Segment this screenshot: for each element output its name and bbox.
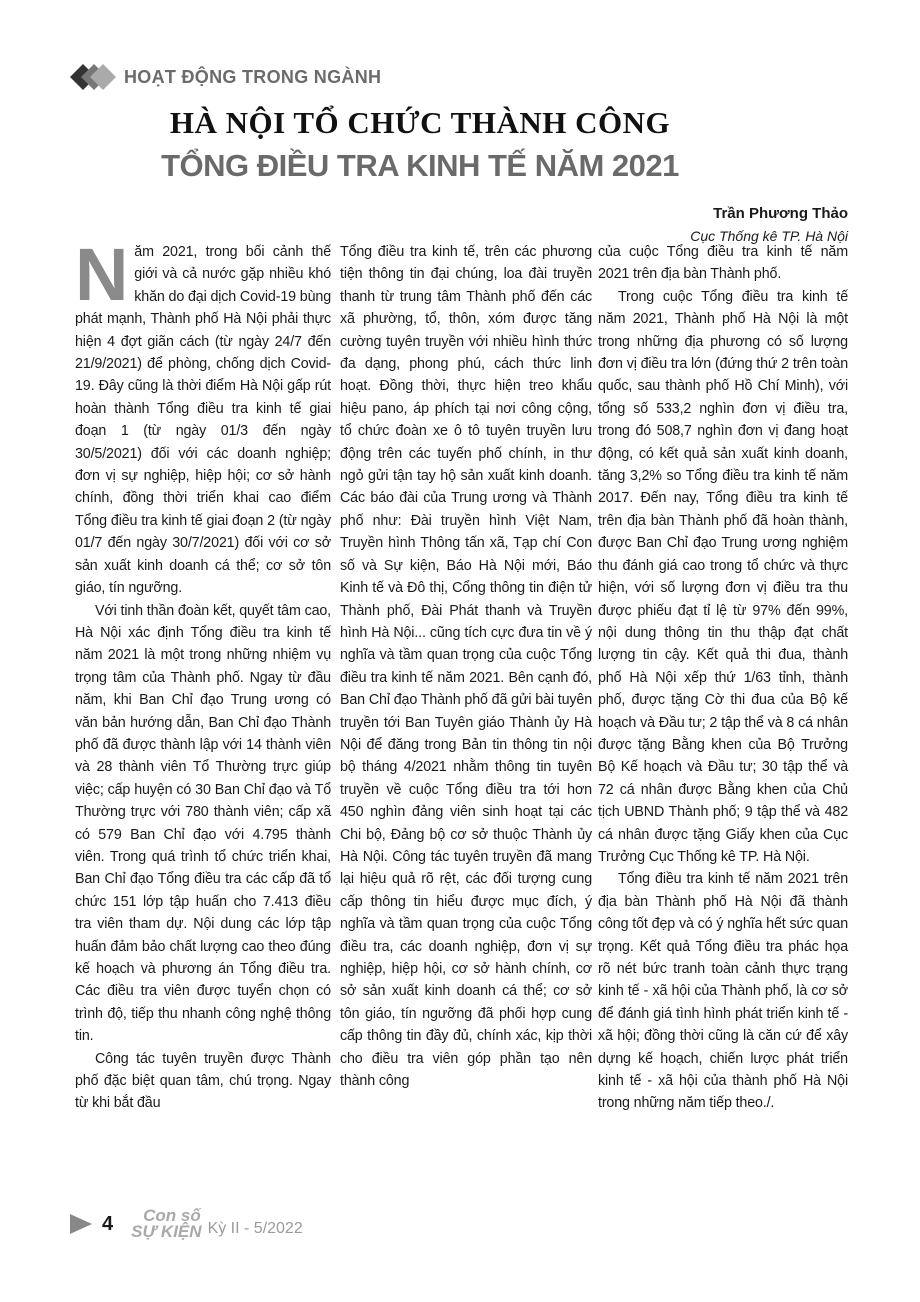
author-affiliation: Cục Thống kê TP. Hà Nội (690, 228, 848, 244)
magazine-logo: Con số SỰ KIỆN (131, 1206, 202, 1241)
article-column-3 (598, 241, 848, 1115)
article-column-1 (75, 233, 331, 1115)
paragraph: Công tác tuyên truyền được Thành phố đặc biệt quan tâm, chú trọng. Ngay từ khi bắt đầu (75, 1050, 331, 1112)
issue-label: Kỳ II - 5/2022 (207, 1220, 303, 1237)
section-header (70, 64, 381, 90)
paragraph: của cuộc Tổng điều tra kinh tế năm 2021 trên địa bàn Thành phố. (598, 244, 848, 283)
paragraph: Tổng điều tra kinh tế năm 2021 trên địa bàn Thành phố Hà Nội đã thành công tốt đẹp và có ý nghĩa hết sức quan trọng. Kết quả Tổng điều tra phác họa rõ nét bức tranh toàn cảnh thực trạng kinh tế - xã hội của Thành phố, là cơ sở để đánh giá tình hình phát triển kinh tế - xã hội; đồng thời cũng là căn cứ để xây dựng kế hoạch, chiến lược phát triển kinh tế - xã hội của thành phố Hà Nội trong những năm tiếp theo./. (598, 871, 848, 1112)
paragraph: Với tinh thần đoàn kết, quyết tâm cao, Hà Nội xác định Tổng điều tra kinh tế năm 2021 là một trong những nhiệm vụ trọng tâm của Thành phố. Ngay từ đầu năm, khi Ban Chỉ đạo Trung ương có văn bản hướng dẫn, Ban Chỉ đạo Thành phố đã được thành lập với 14 thành viên và 28 thành viên Tổ Thường trực giúp việc; cấp huyện có 30 Ban Chỉ đạo và Tổ Thường trực với 780 thành viên; cấp xã có 579 Ban Chỉ đạo với 4.795 thành viên. Trong quá trình tổ chức triển khai, Ban Chỉ đạo Tổng điều tra các cấp đã tổ chức 151 lớp tập huấn cho 7.413 điều tra viên tham dự. Nội dung các lớp tập huấn đảm bảo chất lượng cao theo đúng kế hoạch và phương án Tổng điều tra. Các điều tra viên được tuyển chọn có trình độ, tiếp thu nhanh công nghệ thông tin. (75, 602, 331, 1045)
page-number: 4 (102, 1212, 114, 1235)
section-label: HOẠT ĐỘNG TRONG NGÀNH (124, 66, 382, 87)
page-footer (70, 1208, 303, 1240)
drop-cap: N (75, 233, 129, 316)
paragraph: Năm 2021, trong bối cảnh thế giới và cả nước gặp nhiều khó khăn do đại dịch Covid-19 bùng phát mạnh, Thành phố Hà Nội phải thực hiện 4 đợt giãn cách (từ ngày 24/7 đến 21/9/2021) để phòng, chống dịch Covid-19. Đây cũng là thời điểm Hà Nội gấp rút hoàn thành Tổng điều tra kinh tế giai đoạn 1 (từ ngày 01/3 đến ngày 30/5/2021) đối với các doanh nghiệp; đơn vị sự nghiệp, hiệp hội; cơ sở hành chính, đồng thời triển khai cao điểm Tổng điều tra kinh tế giai đoạn 2 (từ ngày 01/7 đến ngày 30/7/2021) đối với cơ sở sản xuất kinh doanh cá thể; cơ sở tôn giáo, tín ngưỡng. (75, 233, 331, 597)
triangle-right-icon (70, 1214, 92, 1234)
article-title-line1: HÀ NỘI TỔ CHỨC THÀNH CÔNG (169, 105, 671, 140)
double-chevron-left-icon (70, 64, 116, 90)
article-title-line2: TỔNG ĐIỀU TRA KINH TẾ NĂM 2021 (161, 148, 679, 183)
author-name: Trần Phương Thảo (713, 205, 848, 222)
paragraph: Tổng điều tra kinh tế, trên các phương tiện thông tin đại chúng, loa đài truyền thanh từ trung tâm Thành phố đến các xã phường, tổ, thôn, xóm được tăng cường tuyên truyền với nhiều hình thức đa dạng, phong phú, cách thức linh hoạt. Đồng thời, thực hiện treo khẩu hiệu pano, áp phích tại nơi công cộng, tổ chức đoàn xe ô tô tuyên truyền lưu động trên các tuyến phố chính, in thư ngỏ gửi tận tay hộ sản xuất kinh doanh. Các báo đài của Trung ương và Thành phố như: Đài truyền hình Việt Nam, Truyền hình Thông tấn xã, Tạp chí Con số và Sự kiện, Báo Hà Nội mới, Báo Kinh tế và Đô thị, Cổng thông tin điện tử Thành phố, Đài Phát thanh và Truyền hình Hà Nội... cũng tích cực đưa tin về ý nghĩa và tầm quan trọng của cuộc Tổng điều tra kinh tế năm 2021. Bên cạnh đó, Ban Chỉ đạo Thành phố đã gửi bài tuyên truyền tới Ban Tuyên giáo Thành ủy Hà Nội để đăng trong Bản tin thông tin nội bộ tháng 4/2021 nhằm thông tin tuyên truyền về cuộc Tổng điều tra tới hơn 450 nghìn đảng viên sinh hoạt tại các Chi bộ, Đảng bộ cơ sở thuộc Thành ủy Hà Nội. Công tác tuyên truyền đã mang lại hiệu quả rõ rệt, các đối tượng cung cấp thông tin hiểu được mục đích, ý nghĩa và tầm quan trọng của cuộc Tổng điều tra, các doanh nghiệp, đơn vị sự nghiệp, hiệp hội, cơ sở hành chính, cơ sở sản xuất kinh doanh cá thể; cơ sở tôn giáo, tín ngưỡng đã phối hợp cung cấp thông tin đầy đủ, chính xác, kịp thời cho điều tra viên góp phần tạo nên thành công (340, 244, 592, 1090)
paragraph: Trong cuộc Tổng điều tra kinh tế năm 2021, Thành phố Hà Nội là một trong những địa phương có số lượng đơn vị điều tra lớn (đứng thứ 2 trên toàn quốc, sau thành phố Hồ Chí Minh), với tổng số 533,2 nghìn đơn vị điều tra, trong đó 508,7 nghìn đơn vị đang hoạt động, có kết quả sản xuất kinh doanh, tăng 3,2% so Tổng điều tra kinh tế năm 2017. Đến nay, Tổng điều tra kinh tế trên địa bàn Thành phố đã hoàn thành, được Ban Chỉ đạo Trung ương nghiệm thu đánh giá cao trong tổ chức và thực hiện, với số lượng đơn vị điều tra thu được phiếu đạt tỉ lệ từ 97% đến 99%, nội dung thông tin thu thập đạt chất lượng tin cậy. Kết quả thi đua, thành phố Hà Nội xếp thứ 1/63 tỉnh, thành phố, được tặng Cờ thi đua của Bộ kế hoạch và Đầu tư; 2 tập thể và 8 cá nhân được tặng Bằng khen của Bộ Trưởng Bộ Kế hoạch và Đầu tư; 30 tập thể và 72 cá nhân được Bằng khen của Chủ tịch UBND Thành phố; 9 tập thể và 482 cá nhân được tặng Giấy khen của Cục Trưởng Cục Thống kê TP. Hà Nội. (598, 288, 848, 865)
article-column-2 (340, 241, 592, 1092)
